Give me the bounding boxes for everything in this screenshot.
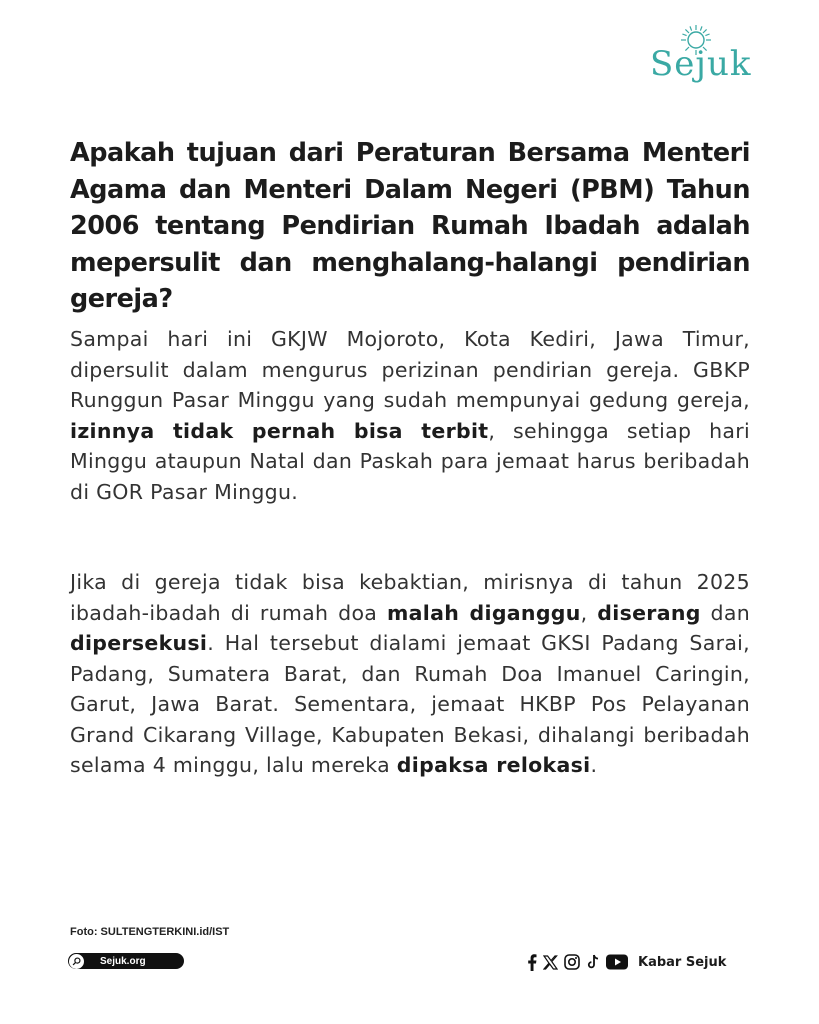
paragraph-text: Sampai hari ini GKJW Mojoroto, Kota Kediri, Jawa Timur, dipersulit dalam mengurus perizinan pendirian gereja. GBKP Runggun Pasar Minggu yang sudah mempunyai gedung gereja, [70,327,750,412]
x-icon[interactable] [543,953,558,971]
brand-logo: Sejuk [650,44,752,84]
search-icon [69,954,84,969]
paragraph-text: Jika di gereja tidak bisa kebaktian, mirisnya di tahun 2025 ibadah-ibadah di rumah doa [70,570,750,625]
emphasis-text: dipaksa relokasi [396,753,591,777]
website-link[interactable] [68,953,184,969]
paragraph-text: . [590,753,598,777]
website-url: Sejuk.org [100,955,146,967]
social-label: Kabar Sejuk [638,954,727,970]
social-links [527,952,726,972]
paragraph-2 [70,567,750,781]
paragraph-text: dan [700,600,750,625]
page-title: Apakah tujuan dari Peraturan Bersama Menteri Agama dan Menteri Dalam Negeri (PBM) Tahun 2006 tentang Pendirian Rumah Ibadah adalah mepersulit dan menghalang-halangi pendirian gereja? [70,138,750,314]
youtube-icon[interactable] [606,953,628,971]
paragraph-text: , [580,600,598,625]
paragraph-text: . Hal tersebut dialami jemaat GKSI Padang Sarai, Padang, Sumatera Barat, dan Rumah Doa Imanuel Caringin, Garut, Jawa Barat. Sementara, jemaat HKBP Pos Pelayanan Grand Cikarang Village, Kabupaten Bekasi, dihalangi beribadah selama 4 minggu, lalu mereka [70,631,750,777]
emphasis-text: izinnya tidak pernah bisa terbit [70,418,489,443]
emphasis-text: dipersekusi [70,631,208,655]
photo-credit: Foto: SULTENGTERKINI.id/IST [70,926,230,938]
paragraph-1 [70,324,750,507]
emphasis-text: diserang [597,600,701,625]
instagram-icon[interactable] [564,953,580,971]
emphasis-text: malah diganggu [386,600,581,625]
tiktok-icon[interactable] [586,953,600,971]
paragraph-text: , sehingga setiap hari Minggu ataupun Natal dan Paskah para jemaat harus beribadah di GOR Pasar Minggu. [70,418,750,504]
facebook-icon[interactable] [527,953,537,971]
